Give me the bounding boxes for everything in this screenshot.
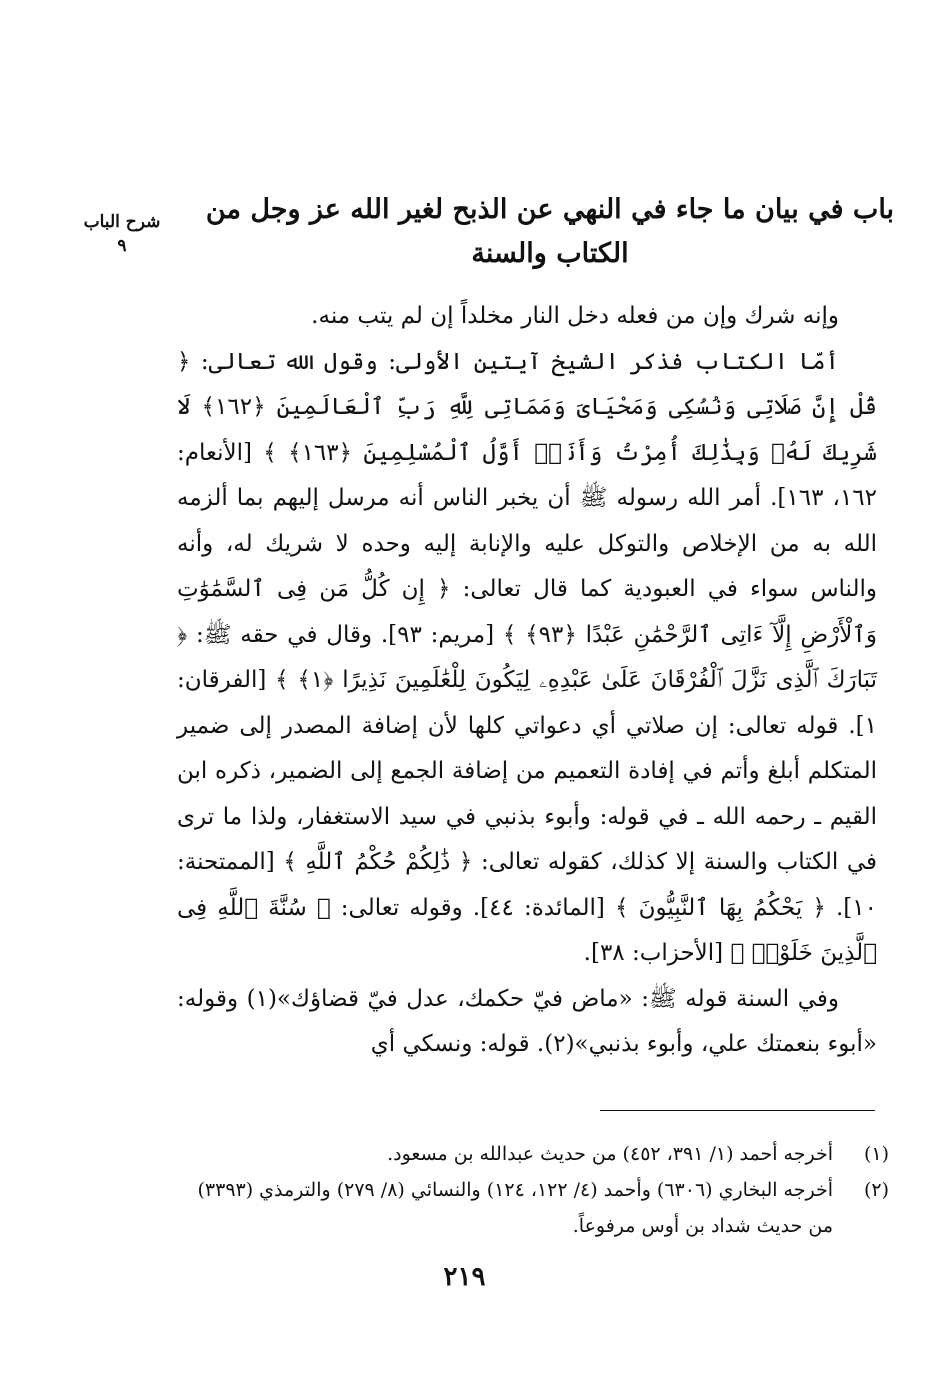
footnote-divider bbox=[600, 1110, 875, 1111]
page-number: ٢١٩ bbox=[443, 1262, 486, 1292]
chapter-title: باب في بيان ما جاء في النهي عن الذبح لغير الله عز وجل من الكتاب والسنة bbox=[205, 194, 895, 269]
footnote-text: أخرجه أحمد (١/ ٣٩١، ٤٥٢) من حديث عبدالله بن مسعود. bbox=[387, 1143, 833, 1165]
side-note-number: ٩ bbox=[117, 236, 127, 256]
footnote-2 bbox=[189, 1172, 889, 1244]
paragraph-3: وفي السنة قوله ﷺ: «ماض فيّ حكمك، عدل فيّ قضاؤك»(١) وقوله: «أبوء بنعمتك علي، وأبوء بذنبي»(٢). قوله: ونسكي أي bbox=[177, 985, 877, 1057]
main-text bbox=[177, 294, 877, 1068]
side-note-label: شرح الباب bbox=[83, 212, 161, 232]
footnotes bbox=[189, 1136, 889, 1244]
footnote-1 bbox=[189, 1136, 889, 1172]
paragraph-1: وإنه شرك وإن من فعله دخل النار مخلداً إن لم يتب منه. bbox=[311, 303, 839, 329]
side-note bbox=[52, 210, 192, 258]
paragraph-2: أمّا الكتاب فذكر الشيخ آيتين الأولى: وقول الله تعالى: ﴿ قُلْ إِنَّ صَلَاتِى وَنُسُكِى وَمَحْيَاىَ وَمَمَاتِى لِلَّهِ رَبِّ ٱلْعَالَمِينَ ﴿١٦٢﴾ لَا شَرِيكَ لَهُۥ وَبِذَٰلِكَ أُمِرْتُ وَأَنَا۠ أَوَّلُ ٱلْمُسْلِمِينَ ﴿١٦٣﴾ ﴾ [الأنعام: ١٦٢، ١٦٣]. أمر الله رسوله ﷺ أن يخبر الناس أنه مرسل إليهم بما ألزمه الله به من الإخلاص والتوكل عليه والإنابة إليه وحده لا شريك له، وأنه والناس سواء في العبودية كما قال تعالى: ﴿ إِن كُلُّ مَن فِى ٱلسَّمَٰوَٰتِ وَٱلْأَرْضِ إِلَّآ ءَاتِى ٱلرَّحْمَٰنِ عَبْدًا ﴿٩٣﴾ ﴾ [مريم: ٩٣]. وقال في حقه ﷺ: ﴿ تَبَارَكَ ٱلَّذِى نَزَّلَ ٱلْفُرْقَانَ عَلَىٰ عَبْدِهِۦ لِيَكُونَ لِلْعَٰلَمِينَ نَذِيرًا ﴿١﴾ ﴾ [الفرقان: ١]. قوله تعالى: إن صلاتي أي دعواتي كلها لأن إضافة المصدر إلى ضمير المتكلم أبلغ وأتم في إفادة التعميم من إضافة الجمع إلى الضمير، ذكره ابن القيم ـ رحمه الله ـ في قوله: وأبوء بذنبي في سيد الاستغفار، ولذا ما ترى في الكتاب والسنة إلا كذلك، كقوله تعالى: ﴿ ذَٰلِكُمْ حُكْمُ ٱللَّهِ ﴾ [الممتحنة: ١٠]. ﴿ يَحْكُمُ بِهَا ٱلنَّبِيُّونَ ﴾ [المائدة: ٤٤]. وقوله تعالى: ﴿ سُنَّةَ ٱللَّهِ فِى ٱلَّذِينَ خَلَوْا۟ ﴾ [الأحزاب: ٣٨]. bbox=[177, 348, 878, 966]
footnote-text: أخرجه البخاري (٦٣٠٦) وأحمد (٤/ ١٢٢، ١٢٤) والنسائي (٨/ ٢٧٩) والترمذي (٣٣٩٣) من حديث شداد بن أوس مرفوعاً. bbox=[197, 1179, 833, 1237]
footnote-number: (١) bbox=[863, 1143, 889, 1165]
footnote-number: (٢) bbox=[863, 1179, 889, 1201]
